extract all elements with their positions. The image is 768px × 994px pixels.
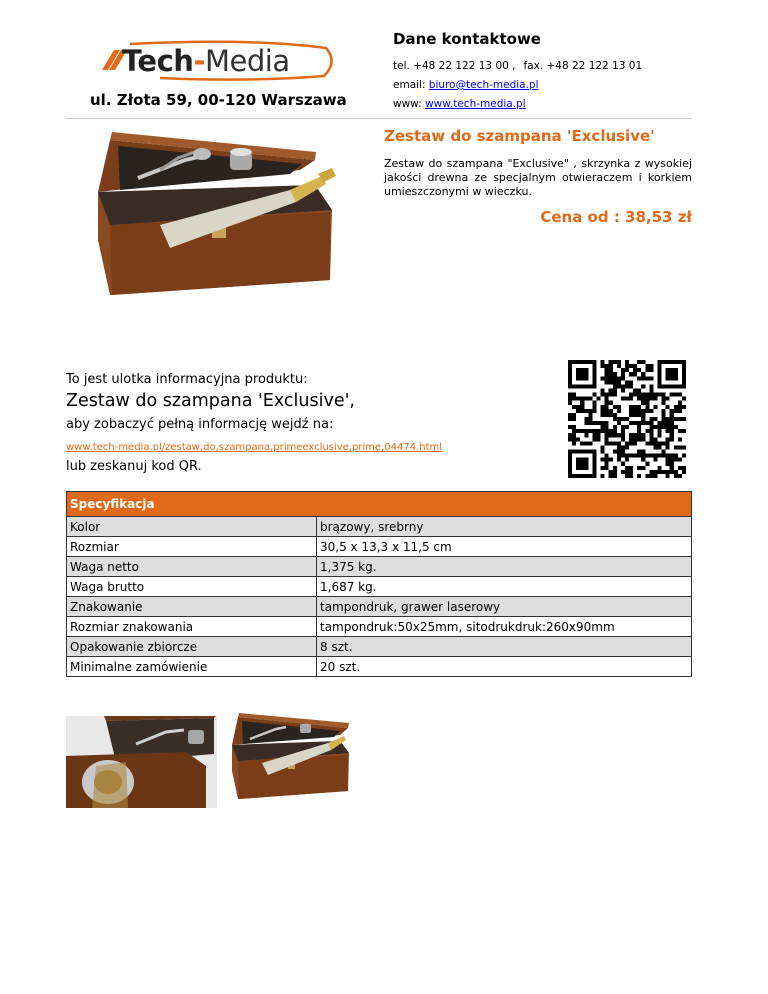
info-product-name: Zestaw do szampana 'Exclusive',: [66, 391, 355, 411]
contact-tel: tel. +48 22 122 13 00 ,: [393, 60, 516, 72]
table-row: [67, 557, 692, 577]
logo-dash: -: [193, 44, 205, 78]
www-label: www:: [393, 98, 422, 110]
product-page-link[interactable]: www.tech-media.pl/zestaw,do,szampana,primeexclusive,prime,04474.html: [66, 442, 443, 453]
spec-key: Znakowanie: [67, 597, 317, 617]
contact-block: [393, 30, 642, 114]
email-label: email:: [393, 79, 426, 91]
table-row: [67, 537, 692, 557]
table-row: [67, 617, 692, 637]
qr-code-icon[interactable]: [563, 360, 691, 478]
spec-value: 8 szt.: [317, 637, 692, 657]
spec-key: Waga netto: [67, 557, 317, 577]
spec-value: 30,5 x 13,3 x 11,5 cm: [317, 537, 692, 557]
table-row: [67, 657, 692, 677]
product-price: Cena od : 38,53 zł: [540, 208, 692, 226]
logo-part-tech: Tech: [122, 44, 194, 78]
spec-value: tampondruk, grawer laserowy: [317, 597, 692, 617]
product-photo: [90, 130, 355, 300]
logo-wordmark: [122, 44, 290, 78]
logo-part-media: Media: [204, 44, 290, 78]
info-see-text: aby zobaczyć pełną informację wejdź na:: [66, 417, 334, 432]
spec-key: Waga brutto: [67, 577, 317, 597]
product-title: Zestaw do szampana 'Exclusive': [384, 127, 655, 145]
table-row: [67, 597, 692, 617]
contact-title: Dane kontaktowe: [393, 30, 541, 48]
header: [0, 0, 768, 120]
spec-value: 1,687 kg.: [317, 577, 692, 597]
table-row: [67, 577, 692, 597]
product-thumbnail-2[interactable]: [228, 713, 358, 803]
spec-key: Rozmiar: [67, 537, 317, 557]
company-logo[interactable]: [100, 40, 336, 82]
product-description: Zestaw do szampana "Exclusive" , skrzynka z wysokiej jakości drewna ze specjalnym otwieraczem i korkiem umieszczonymi w wieczku.: [384, 157, 692, 198]
product-thumbnail-1[interactable]: [66, 716, 217, 808]
website-link[interactable]: www.tech-media.pl: [425, 98, 526, 110]
table-row: [67, 517, 692, 537]
spec-value: brązowy, srebrny: [317, 517, 692, 537]
header-divider: [66, 118, 692, 119]
spec-value: tampondruk:50x25mm, sitodrukdruk:260x90mm: [317, 617, 692, 637]
spec-table: [66, 491, 692, 677]
info-qr-text: lub zeskanuj kod QR.: [66, 459, 202, 474]
spec-value: 1,375 kg.: [317, 557, 692, 577]
spec-key: Minimalne zamówienie: [67, 657, 317, 677]
company-address: ul. Złota 59, 00-120 Warszawa: [90, 91, 347, 109]
spec-table-title: Specyfikacja: [67, 492, 692, 517]
contact-fax: fax. +48 22 122 13 01: [523, 60, 643, 72]
spec-value: 20 szt.: [317, 657, 692, 677]
email-link[interactable]: biuro@tech-media.pl: [428, 79, 539, 91]
spec-key: Opakowanie zbiorcze: [67, 637, 317, 657]
contact-www-line: [393, 95, 642, 114]
table-row: [67, 637, 692, 657]
spec-key: Rozmiar znakowania: [67, 617, 317, 637]
info-section: [66, 372, 442, 474]
spec-key: Kolor: [67, 517, 317, 537]
contact-email-line: [393, 76, 642, 95]
info-intro: To jest ulotka informacyjna produktu:: [66, 372, 308, 387]
contact-phone-line: [393, 57, 642, 76]
